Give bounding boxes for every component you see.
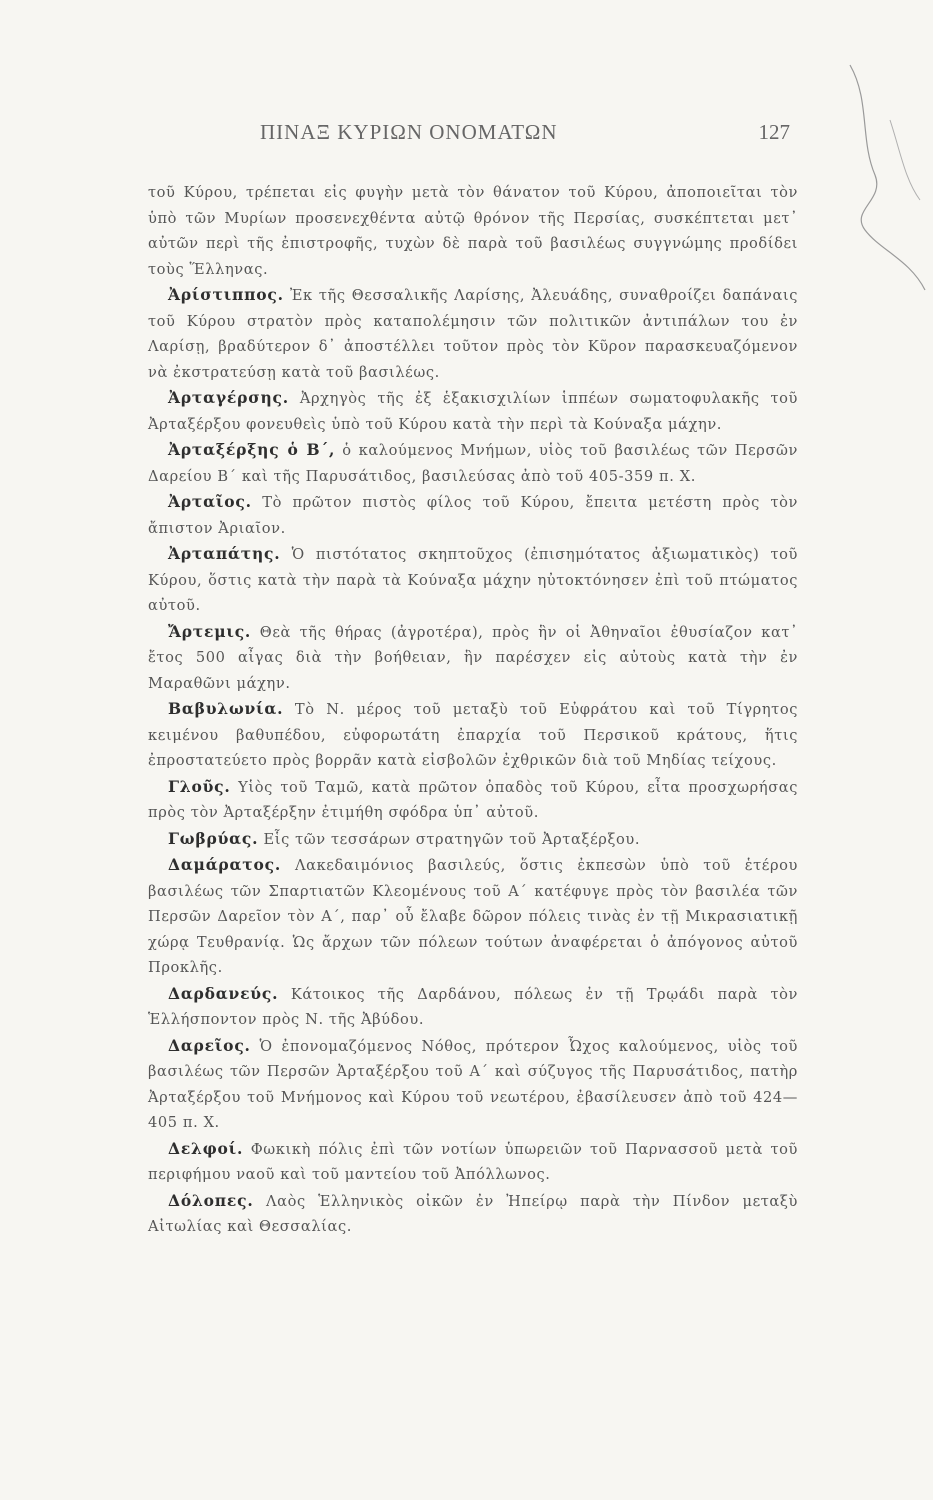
entry-text: Κάτοικος τῆς Δαρδάνου, πόλεως ἐν τῇ Τρῳάδι παρὰ τὸν Ἑλλήσποντον πρὸς Ν. τῆς Ἀβύδου. xyxy=(148,985,798,1028)
entry-text: Ἐκ τῆς Θεσσαλικῆς Λαρίσης, Ἀλευάδης, συναθροίζει δαπάναις τοῦ Κύρου στρατὸν πρὸς καταπολέμησιν τῶν πολιτικῶν ἀντιπάλων του ἐν Λαρίσῃ, βραδύτερον δ᾽ ἀποστέλλει τοῦτον πρὸς τὸν Κῦρον παρασκευαζόμενον νὰ ἐκστρατεύσῃ κατὰ τοῦ βασιλέως. xyxy=(148,287,798,381)
index-entry xyxy=(148,437,798,489)
index-entry xyxy=(148,981,798,1033)
entry-text: Θεὰ τῆς θήρας (ἀγροτέρα), πρὸς ἣν οἱ Ἀθηναῖοι ἐθυσίαζον κατ᾽ ἔτος 500 αἶγας διὰ τὴν βοήθειαν, ἣν παρέσχεν εἰς αὐτοὺς κατὰ τὴν ἐν Μαραθῶνι μάχην. xyxy=(148,623,798,692)
entry-text: ὁ καλούμενος Μνήμων, υἱὸς τοῦ βασιλέως τῶν Περσῶν Δαρείου Β΄ καὶ τῆς Παρυσάτιδος, βασιλεύσας ἀπὸ τοῦ 405-359 π. Χ. xyxy=(148,442,799,485)
entry-headword: Δόλοπες. xyxy=(168,1190,254,1210)
index-entry xyxy=(148,1188,798,1240)
entry-headword: Ἀρίστιππος. xyxy=(168,285,284,304)
index-entry xyxy=(148,852,798,981)
entry-text: Υἱὸς τοῦ Ταμῶ, κατὰ πρῶτον ὀπαδὸς τοῦ Κύρου, εἶτα προσχωρήσας πρὸς τὸν Ἀρταξέρξην ἐτιμήθη σφόδρα ὑπ᾽ αὐτοῦ. xyxy=(148,778,798,821)
entry-text: Ἀρχηγὸς τῆς ἐξ ἑξακισχιλίων ἱππέων σωματοφυλακῆς τοῦ Ἀρταξέρξου φονευθεὶς ὑπὸ τοῦ Κύρου κατὰ τὴν περὶ τὰ Κούναξα μάχην. xyxy=(148,390,798,433)
index-entry xyxy=(148,619,798,697)
entry-headword: Ἀρταπάτης. xyxy=(168,544,281,563)
entry-headword: Δαμάρατος. xyxy=(168,855,282,874)
index-entry xyxy=(148,385,798,437)
entry-headword: Ἄρτεμις. xyxy=(168,621,252,641)
index-text xyxy=(148,180,798,1240)
entry-text: Ὁ πιστότατος σκηπτοῦχος (ἐπισημότατος ἀξιωματικὸς) τοῦ Κύρου, ὅστις κατὰ τὴν παρὰ τὰ Κούναξα μάχην ηὐτοκτόνησεν ἐπὶ τοῦ πτώματος αὐτοῦ. xyxy=(148,546,798,614)
entry-headword: Βαβυλωνία. xyxy=(168,699,284,718)
entry-text: Φωκικὴ πόλις ἐπὶ τῶν νοτίων ὑπωρειῶν τοῦ Παρνασσοῦ μετὰ τοῦ περιφήμου ναοῦ καὶ τοῦ μαντείου τοῦ Ἀπόλλωνος. xyxy=(148,1140,798,1183)
continued-entry: τοῦ Κύρου, τρέπεται εἰς φυγὴν μετὰ τὸν θάνατον τοῦ Κύρου, ἀποποιεῖται τὸν ὑπὸ τῶν Μυρίων προσενεχθέντα αὐτῷ θρόνον τῆς Περσίας, συσκέπτεται μετ᾽ αὐτῶν περὶ τῆς ἐπιστροφῆς, τυχὼν δὲ παρὰ τοῦ βασιλέως συγγνώμης προδίδει τοὺς Ἕλληνας. xyxy=(148,184,798,278)
index-entry xyxy=(148,826,798,853)
index-entry xyxy=(148,1136,798,1188)
entry-text: Λακεδαιμόνιος βασιλεύς, ὅστις ἐκπεσὼν ὑπὸ τοῦ ἑτέρου βασιλέως τῶν Σπαρτιατῶν Κλεομένους τοῦ Α΄ κατέφυγε πρὸς τὸν βασιλέα τῶν Περσῶν Δαρεῖον τὸν Α΄, παρ᾽ οὗ ἔλαβε δῶρον πόλεις τινὰς ἐν τῇ Μικρασιατικῇ χώρᾳ Τευθρανίᾳ. Ὡς ἄρχων τῶν πόλεων τούτων ἀναφέρεται ὁ ἀπόγονος αὐτοῦ Προκλῆς. xyxy=(148,857,798,976)
index-entry xyxy=(148,282,798,385)
index-entry xyxy=(148,541,798,619)
margin-pencil-mark xyxy=(830,60,930,320)
entry-text: Λαὸς Ἑλληνικὸς οἰκῶν ἐν Ἠπείρῳ παρὰ τὴν Πίνδον μεταξὺ Αἰτωλίας καὶ Θεσσαλίας. xyxy=(148,1192,798,1235)
entry-headword: Δαρδανεύς. xyxy=(168,983,279,1003)
running-title: ΠΙΝΑΞ ΚΥΡΙΩΝ ΟΝΟΜΑΤΩΝ xyxy=(260,120,558,144)
entry-text: Τὸ πρῶτον πιστὸς φίλος τοῦ Κύρου, ἔπειτα μετέστη πρὸς τὸν ἄπιστον Ἀριαῖον. xyxy=(148,494,798,537)
page-number: 127 xyxy=(758,120,790,144)
entry-text: Εἷς τῶν τεσσάρων στρατηγῶν τοῦ Ἀρταξέρξου. xyxy=(258,830,641,848)
index-entry xyxy=(148,1033,798,1136)
entry-text: Τὸ Ν. μέρος τοῦ μεταξὺ τοῦ Εὐφράτου καὶ τοῦ Τίγρητος κειμένου βαθυπέδου, εὐφορωτάτη ἐπαρχία τοῦ Περσικοῦ κράτους, ἥτις ἐπροστατεύετο πρὸς βορρᾶν κατὰ εἰσβολῶν ἐχθρικῶν διὰ τοῦ Μηδίας τείχους. xyxy=(148,701,798,769)
entry-headword: Γλοῦς. xyxy=(168,776,231,796)
index-entry xyxy=(148,696,798,774)
entry-headword: Δελφοί. xyxy=(168,1138,244,1158)
entry-headword: Γωβρύας. xyxy=(168,828,259,848)
page-header xyxy=(150,120,790,150)
index-entry xyxy=(148,774,798,826)
entry-list xyxy=(148,282,798,1240)
entry-headword: Ἀρταγέρσης. xyxy=(168,388,289,407)
entry-headword: Ἀρταξέρξης ὁ Β΄, xyxy=(168,440,336,459)
index-entry xyxy=(148,489,798,541)
entry-headword: Ἀρταῖος. xyxy=(168,492,252,511)
entry-headword: Δαρεῖος. xyxy=(168,1035,251,1055)
entry-text: Ὁ ἐπονομαζόμενος Νόθος, πρότερον Ὦχος καλούμενος, υἱὸς τοῦ βασιλέως τῶν Περσῶν Ἀρταξέρξου τοῦ Α΄ καὶ σύζυγος τῆς Παρυσάτιδος, πατὴρ Ἀρταξέρξου τοῦ Μνήμονος καὶ Κύρου τοῦ νεωτέρου, ἐβασίλευσεν ἀπὸ τοῦ 424—405 π. Χ. xyxy=(148,1037,798,1131)
